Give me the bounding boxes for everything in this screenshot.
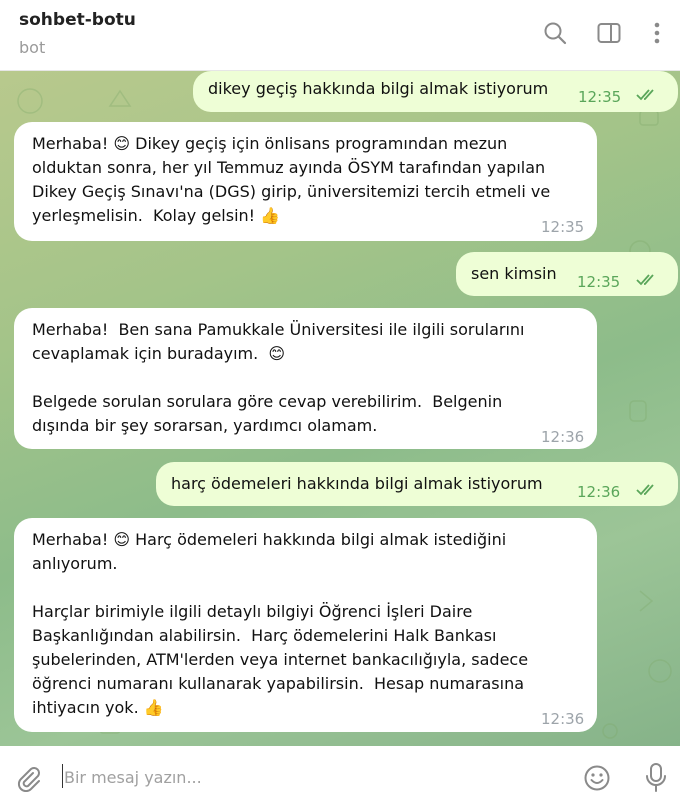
message-text: sen kimsin [471,264,557,283]
search-icon[interactable] [542,20,568,46]
message-time: 12:36 [577,483,621,501]
message-text: Merhaba! 😊 Harç ödemeleri hakkında bilgi almak istediğini anlıyorum. Harçlar birimiyle ilgili detaylı bilgiyi Öğrenci İşleri Daire Başkanlığından alabilirsin. Harç ödemelerini Halk Bankası şubelerinden, ATM'lerden veya internet bankacılığıyla, sadece öğrenci numaranı kullanarak yapabilirsin. Hesap numarasına ihtiyacın yok. 👍 [32,530,529,717]
message-time: 12:35 [577,273,621,291]
double-check-icon [636,483,658,497]
message-time: 12:36 [541,428,585,446]
double-check-icon [636,273,658,287]
message-list[interactable] [0,71,680,746]
message-composer [0,746,680,806]
message-time: 12:35 [578,88,622,106]
more-vertical-icon[interactable] [644,20,670,46]
chat-subtitle: bot [19,38,46,57]
message-text: harç ödemeleri hakkında bilgi almak istiyorum [171,474,543,493]
message-text: Merhaba! 😊 Dikey geçiş için önlisans programından mezun olduktan sonra, her yıl Temmuz ayında ÖSYM tarafından yapılan Dikey Geçiş Sınavı'na (DGS) girip, üniversitemizi tercih etmeli ve yerleşmelisin. Kolay gelsin! 👍 [32,134,551,225]
message-bubble-incoming[interactable] [14,122,597,241]
message-bubble-outgoing[interactable] [456,252,678,296]
message-bubble-outgoing[interactable] [193,71,678,112]
microphone-icon[interactable] [643,762,669,794]
paperclip-icon[interactable] [14,764,42,792]
emoji-icon[interactable] [583,764,611,792]
message-text: Merhaba! Ben sana Pamukkale Üniversitesi ile ilgili sorularını cevaplamak için buradayım. 😊 Belgede sorulan sorulara göre cevap verebilirim. Belgenin dışında bir şey sorarsan, yardımcı olamam. [32,320,525,435]
message-time: 12:36 [541,710,585,728]
message-text: dikey geçiş hakkında bilgi almak istiyorum [208,79,549,98]
message-bubble-outgoing[interactable] [156,462,678,506]
chat-header [0,0,680,71]
message-bubble-incoming[interactable] [14,308,597,449]
double-check-icon [636,88,658,102]
chat-title[interactable]: sohbet-botu [19,10,136,30]
message-time: 12:35 [541,218,585,236]
message-input[interactable] [60,764,564,790]
message-bubble-incoming[interactable] [14,518,597,732]
sidebar-toggle-icon[interactable] [596,20,622,46]
